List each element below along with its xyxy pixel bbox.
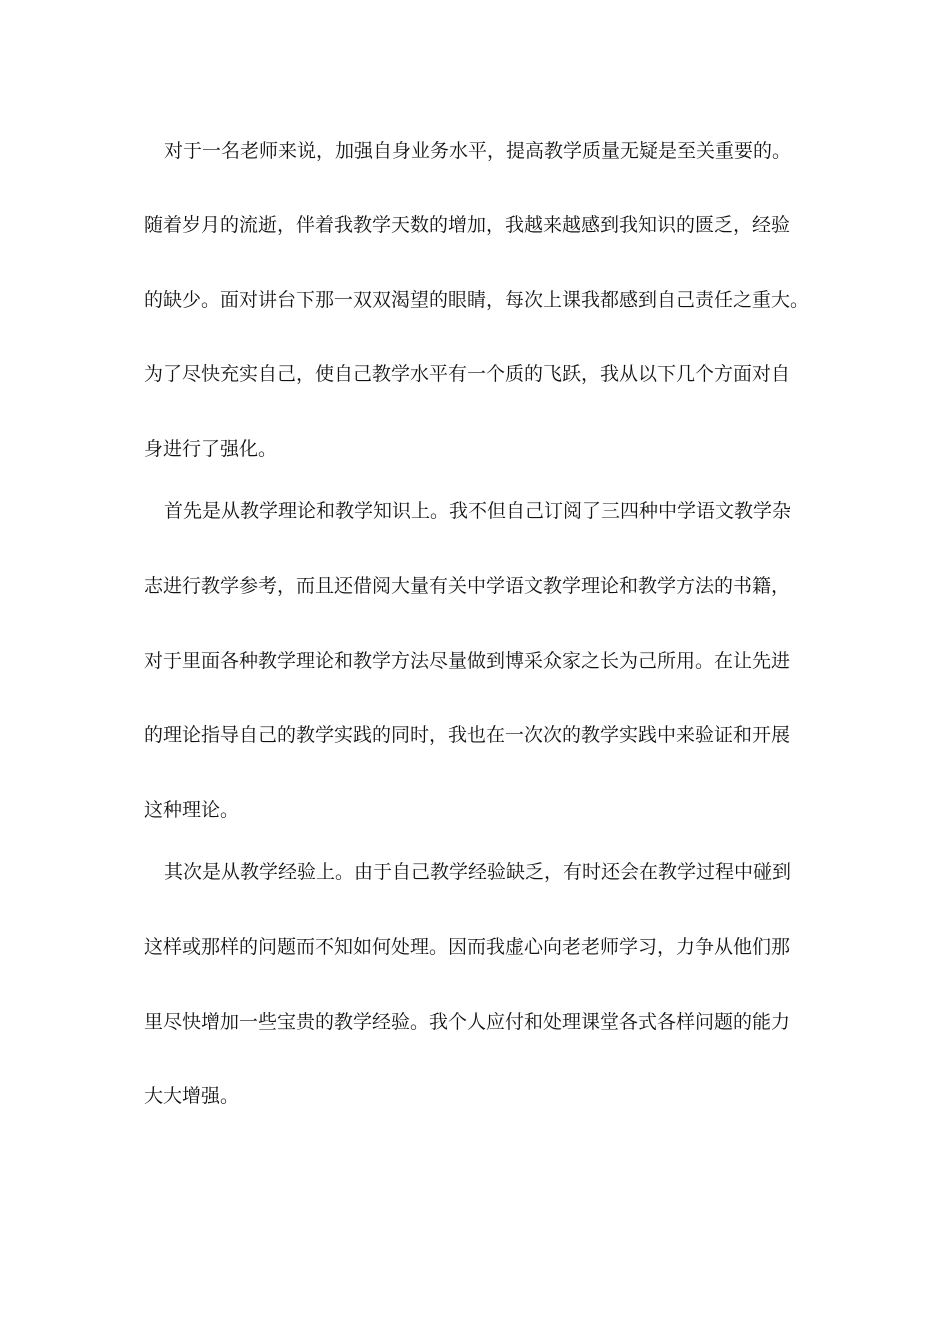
paragraph-3-line-4: 大大增强。 bbox=[144, 1085, 240, 1107]
paragraph-1-line-2: 随着岁月的流逝，伴着我教学天数的增加，我越来越感到我知识的匮乏，经验 bbox=[144, 214, 791, 236]
paragraph-1-line-5: 身进行了强化。 bbox=[144, 438, 278, 460]
paragraph-1-line-3: 的缺少。面对讲台下那一双双渴望的眼睛，每次上课我都感到自己责任之重大。 bbox=[144, 289, 810, 311]
paragraph-3-line-3: 里尽快增加一些宝贵的教学经验。我个人应付和处理课堂各式各样问题的能力 bbox=[144, 1011, 791, 1033]
paragraph-2-line-4: 的理论指导自己的教学实践的同时，我也在一次次的教学实践中来验证和开展 bbox=[144, 724, 791, 746]
paragraph-2-line-5: 这种理论。 bbox=[144, 799, 240, 821]
paragraph-3-line-1: 其次是从教学经验上。由于自己教学经验缺乏，有时还会在教学过程中碰到 bbox=[164, 861, 792, 883]
paragraph-1-line-1: 对于一名老师来说，加强自身业务水平，提高教学质量无疑是至关重要的。 bbox=[164, 140, 792, 162]
paragraph-2-line-1: 首先是从教学理论和教学知识上。我不但自己订阅了三四种中学语文教学杂 bbox=[164, 500, 792, 522]
paragraph-3-line-2: 这样或那样的问题而不知如何处理。因而我虚心向老老师学习，力争从他们那 bbox=[144, 936, 791, 958]
paragraph-2-line-2: 志进行教学参考，而且还借阅大量有关中学语文教学理论和教学方法的书籍， bbox=[144, 575, 791, 597]
paragraph-1-line-4: 为了尽快充实自己，使自己教学水平有一个质的飞跃，我从以下几个方面对自 bbox=[144, 363, 791, 385]
paragraph-2-line-3: 对于里面各种教学理论和教学方法尽量做到博采众家之长为己所用。在让先进 bbox=[144, 650, 791, 672]
